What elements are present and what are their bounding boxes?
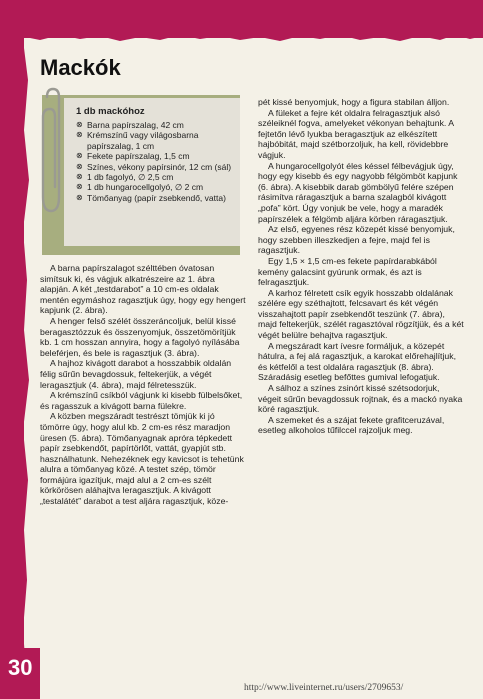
paragraph: pét kissé benyomjuk, hogy a figura stabilan álljon. [258,97,450,107]
paragraph: A sálhoz a színes zsinórt kissé szétsodorjuk, végeit sűrűn bevagdossuk rojtnak, és a mackó nyaka köré ragasztjuk. [258,383,463,415]
page-number: 30 [8,655,33,680]
paragraph: Az első, egyenes rész közepét kissé benyomjuk, hogy szebben illeszkedjen a fejre, majd fel is ragasztjuk. [258,224,455,256]
paragraph: A hungarocellgolyót éles késsel félbevágjuk úgy, hogy egy kisebb és egy nagyobb félgömböt kapjunk (6. ábra). A kisebbik darab gömbölyű felére szépen rásimítva ráragasztjuk a barna szalagból kivágott „pofa” kört. Úgy vonjuk be vele, hogy a maradék papírszélek a félgömb aljára körben ráragasztjuk. [258,160,458,224]
bullet-icon: ⊗ [76,120,83,129]
left-band-torn-edge [18,0,32,699]
materials-heading: 1 db mackóhoz [76,106,145,117]
paragraph: A füleket a fejre két oldalra felragasztjuk alsó széleiknél fogva, amelyeket vékonyan behajtunk. A fejtetőn lévő lyukba beragasztjuk az elkészített hajbóbitát, majd szétborzoljuk, ha kell, rövidebbre vágjuk. [258,107,454,160]
paragraph: A közben megszáradt testrészt tömjük ki jó tömörre úgy, hogy alul kb. 2 cm-es rész maradjon üresen (5. ábra). Tömőanyagnak apróra tépkedett papír zsebkendőt, papírtörlőt, vattát, gyapjút stb. használhatunk. Nehezéknek egy kavicsot is tehetünk alulra a tömőanyag közé. A testet szép, tömör formájúra igazítjuk, majd alul a 2 cm-es szélt körkörösen aláhajtva leragasztjuk. A kivágott „testalátét” darabot a test aljára ragasztjuk, köze- [40,411,244,507]
instructions-right-column [258,97,464,436]
bullet-icon: ⊗ [76,130,83,140]
list-item: ⊗ 1 db hungarocellgolyó, ∅ 2 cm [76,182,204,193]
paragraph: Egy 1,5 × 1,5 cm-es fekete papírdarabkából kemény galacsint gyúrunk ormak, és azt is felragasztjuk. [258,255,437,288]
paragraph: A barna papírszalagot szélttében óvatosan simítsuk ki, és vágjuk alkatrészeire az 1. ábra alapján. A két „testdarabot” a 10 cm-es oldalak mentén egymáshoz ragasztjuk úgy, hogy egy hengert kapjunk (2. ábra). [40,263,246,316]
materials-box [64,98,240,246]
list-item: ⊗ Tömőanyag (papír zsebkendő, vatta) [76,192,226,203]
list-item: ⊗ Barna papírszalag, 42 cm [76,120,184,130]
paragraph: A henger felső szélét összeráncoljuk, belül kissé beragasztózzuk és összenyomjuk, összetömörítjük kb. 1 cm hosszan annyira, hogy a fagolyó nyílásába beleférjen, és bele is ragasztjuk (3. ábra). [40,315,240,358]
materials-list [76,120,238,203]
list-item: ⊗ Színes, vékony papírsinór, 12 cm (sál) [76,161,232,172]
page-title: Mackók [40,55,121,80]
paragraph: A megszáradt kart ívesre formáljuk, a közepét hátulra, a fej alá ragasztjuk, a karokat előrehajlítjuk, és kétfelől a test oldalára ragasztjuk (8. ábra). Száradásig esetleg befőttes gumival lefogatjuk. [258,340,456,383]
top-band-torn-edge [0,30,483,44]
list-item: ⊗ Fekete papírszalag, 1,5 cm [76,151,190,162]
bullet-icon: ⊗ [76,182,83,192]
bullet-icon: ⊗ [76,161,83,171]
paragraph: A karhoz félretett csík egyik hosszabb oldalának szélére egy széthajtott, felcsavart és két végén visszahajtott papír zsebkendőt teszünk (7. ábra), majd feltekerjük, szélét ragasztóval rögzítjük, és a két végét belülre behajtva ragasztjuk. [258,287,464,341]
paragraph: A krémszínű csíkból vágjunk ki kisebb fülbelsőket, és ragasszuk a kivágott barna fülekre. [40,390,243,411]
paragraph: A hajhoz kivágott darabot a hosszabbik oldalán félig sűrűn bevagdossuk, feltekerjük, a végét leragasztjuk (4. ábra), majd félretesszük. [40,358,232,390]
bullet-icon: ⊗ [76,172,83,182]
list-item: ⊗ 1 db fagolyó, ∅ 2,5 cm [76,172,174,183]
paragraph: A szemeket és a szájat fekete grafitceruzával, esetleg alkoholos tűfilccel rajzoljuk meg. [258,414,445,436]
bullet-icon: ⊗ [76,192,83,202]
watermark-url: http://www.liveinternet.ru/users/2709653/ [244,683,404,693]
paperclip-icon [38,87,64,217]
list-item: ⊗ Krémszínű vagy világosbarna papírszalag, 1 cm [76,130,199,151]
bullet-icon: ⊗ [76,151,83,161]
instructions-left-column [40,263,246,507]
